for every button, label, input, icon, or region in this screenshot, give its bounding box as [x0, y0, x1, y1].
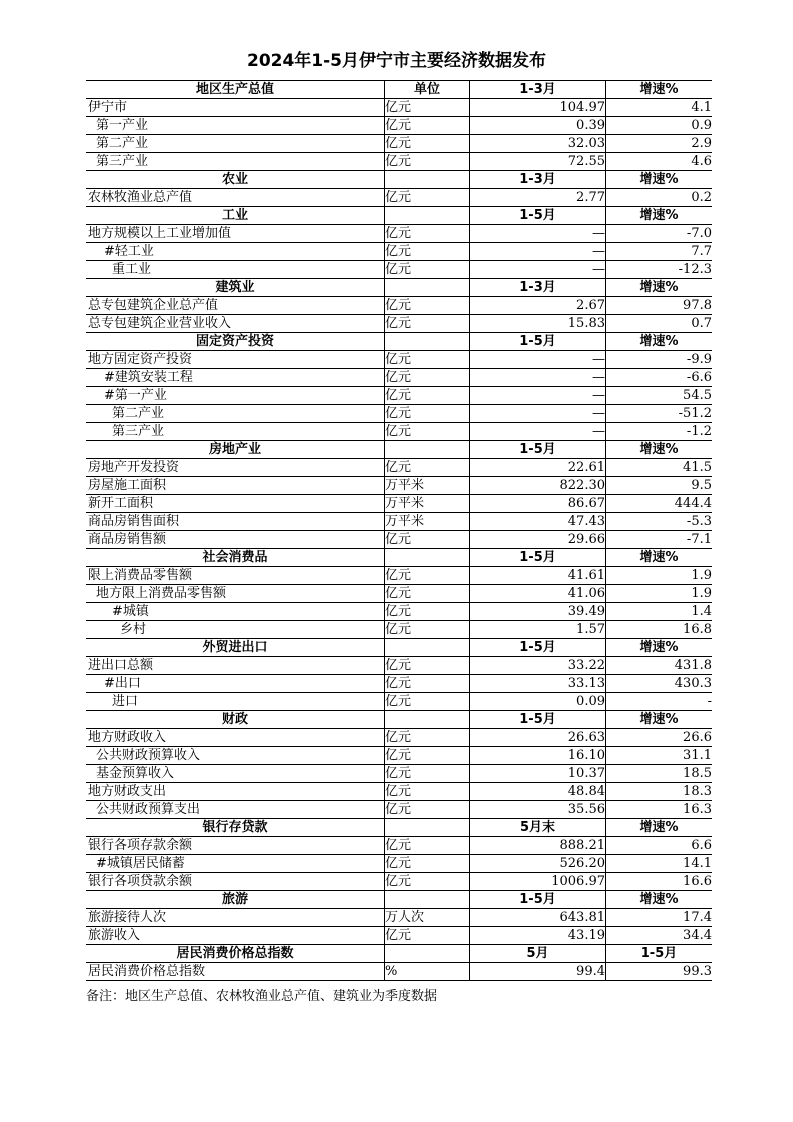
- section-header: [86, 207, 712, 225]
- indicator-label: 公共财政预算支出: [86, 801, 385, 819]
- unit-cell: 亿元: [385, 261, 470, 279]
- section-title: 旅游: [86, 891, 385, 909]
- table-row: [86, 747, 712, 765]
- rate-cell: 16.6: [606, 873, 713, 891]
- indicator-label: 重工业: [86, 261, 385, 279]
- value-cell: 41.06: [470, 585, 606, 603]
- indicator-label: 第二产业: [86, 405, 385, 423]
- table-row: [86, 477, 712, 495]
- value-cell: 2.67: [470, 297, 606, 315]
- value-cell: —: [470, 387, 606, 405]
- indicator-label: #城镇: [86, 603, 385, 621]
- rate-cell: 9.5: [606, 477, 713, 495]
- period-column-header: 1-5月: [470, 891, 606, 909]
- indicator-label: 地方固定资产投资: [86, 351, 385, 369]
- unit-cell: 亿元: [385, 135, 470, 153]
- value-cell: 32.03: [470, 135, 606, 153]
- value-cell: 33.13: [470, 675, 606, 693]
- indicator-label: 总专包建筑企业营业收入: [86, 315, 385, 333]
- period-column-header: 1-3月: [470, 81, 606, 99]
- table-row: [86, 675, 712, 693]
- rate-cell: 26.6: [606, 729, 713, 747]
- unit-cell: 亿元: [385, 783, 470, 801]
- unit-cell: 亿元: [385, 747, 470, 765]
- section-header: [86, 333, 712, 351]
- period-column-header: 1-3月: [470, 171, 606, 189]
- indicator-label: 限上消费品零售额: [86, 567, 385, 585]
- section-title: 居民消费价格总指数: [86, 945, 385, 963]
- unit-cell: 亿元: [385, 315, 470, 333]
- period-column-header: 1-5月: [470, 549, 606, 567]
- indicator-label: 银行各项贷款余额: [86, 873, 385, 891]
- unit-cell: 亿元: [385, 657, 470, 675]
- rate-cell: 1.9: [606, 567, 713, 585]
- indicator-label: 商品房销售面积: [86, 513, 385, 531]
- unit-cell: 亿元: [385, 423, 470, 441]
- indicator-label: 乡村: [86, 621, 385, 639]
- section-title: 外贸进出口: [86, 639, 385, 657]
- unit-cell: 亿元: [385, 531, 470, 549]
- table-row: [86, 873, 712, 891]
- table-row: [86, 801, 712, 819]
- table-row: [86, 513, 712, 531]
- section-header: [86, 81, 712, 99]
- period-column-header: 1-5月: [470, 441, 606, 459]
- table-row: [86, 405, 712, 423]
- unit-cell: 亿元: [385, 243, 470, 261]
- indicator-label: 地方财政支出: [86, 783, 385, 801]
- value-cell: 643.81: [470, 909, 606, 927]
- value-cell: 10.37: [470, 765, 606, 783]
- unit-cell: 万平米: [385, 495, 470, 513]
- indicator-label: 地方财政收入: [86, 729, 385, 747]
- period-column-header: 1-5月: [470, 333, 606, 351]
- value-cell: —: [470, 243, 606, 261]
- unit-column-header: [385, 333, 470, 351]
- indicator-label: #第一产业: [86, 387, 385, 405]
- section-title: 建筑业: [86, 279, 385, 297]
- rate-column-header: 增速%: [606, 819, 713, 837]
- rate-cell: 1.4: [606, 603, 713, 621]
- unit-cell: 亿元: [385, 603, 470, 621]
- period-column-header: 1-5月: [470, 639, 606, 657]
- value-cell: —: [470, 351, 606, 369]
- value-cell: 2.77: [470, 189, 606, 207]
- table-row: [86, 783, 712, 801]
- section-title: 房地产业: [86, 441, 385, 459]
- value-cell: —: [470, 369, 606, 387]
- indicator-label: 商品房销售额: [86, 531, 385, 549]
- indicator-label: 第三产业: [86, 423, 385, 441]
- rate-cell: 430.3: [606, 675, 713, 693]
- unit-cell: 亿元: [385, 99, 470, 117]
- unit-column-header: [385, 711, 470, 729]
- unit-cell: %: [385, 963, 470, 981]
- value-cell: 35.56: [470, 801, 606, 819]
- table-row: [86, 495, 712, 513]
- rate-cell: 16.8: [606, 621, 713, 639]
- unit-column-header: [385, 279, 470, 297]
- section-title: 地区生产总值: [86, 81, 385, 99]
- table-row: [86, 693, 712, 711]
- table-row: [86, 117, 712, 135]
- indicator-label: 旅游收入: [86, 927, 385, 945]
- table-row: [86, 765, 712, 783]
- unit-cell: 亿元: [385, 225, 470, 243]
- rate-cell: -7.0: [606, 225, 713, 243]
- section-header: [86, 891, 712, 909]
- section-title: 银行存贷款: [86, 819, 385, 837]
- indicator-label: #城镇居民储蓄: [86, 855, 385, 873]
- unit-cell: 亿元: [385, 387, 470, 405]
- section-header: [86, 819, 712, 837]
- value-cell: 15.83: [470, 315, 606, 333]
- table-row: [86, 225, 712, 243]
- unit-column-header: [385, 891, 470, 909]
- table-row: [86, 387, 712, 405]
- indicator-label: #建筑安装工程: [86, 369, 385, 387]
- unit-cell: 亿元: [385, 621, 470, 639]
- rate-cell: 0.9: [606, 117, 713, 135]
- rate-cell: 99.3: [606, 963, 713, 981]
- rate-cell: -12.3: [606, 261, 713, 279]
- rate-column-header: 增速%: [606, 207, 713, 225]
- rate-column-header: 1-5月: [606, 945, 713, 963]
- table-row: [86, 153, 712, 171]
- table-row: [86, 585, 712, 603]
- rate-cell: 431.8: [606, 657, 713, 675]
- unit-cell: 亿元: [385, 405, 470, 423]
- rate-column-header: 增速%: [606, 279, 713, 297]
- value-cell: 0.09: [470, 693, 606, 711]
- value-cell: —: [470, 405, 606, 423]
- rate-cell: 1.9: [606, 585, 713, 603]
- unit-column-header: [385, 441, 470, 459]
- value-cell: 43.19: [470, 927, 606, 945]
- unit-cell: 亿元: [385, 297, 470, 315]
- rate-column-header: 增速%: [606, 333, 713, 351]
- rate-column-header: 增速%: [606, 81, 713, 99]
- rate-cell: -1.2: [606, 423, 713, 441]
- indicator-label: 第二产业: [86, 135, 385, 153]
- table-row: [86, 297, 712, 315]
- rate-cell: 4.1: [606, 99, 713, 117]
- footnote: 备注：地区生产总值、农林牧渔业总产值、建筑业为季度数据: [86, 989, 438, 1004]
- unit-column-header: [385, 945, 470, 963]
- value-cell: 0.39: [470, 117, 606, 135]
- period-column-header: 1-5月: [470, 711, 606, 729]
- indicator-label: 进口: [86, 693, 385, 711]
- section-header: [86, 639, 712, 657]
- rate-cell: 4.6: [606, 153, 713, 171]
- section-title: 固定资产投资: [86, 333, 385, 351]
- value-cell: 104.97: [470, 99, 606, 117]
- value-cell: 1006.97: [470, 873, 606, 891]
- unit-cell: 亿元: [385, 675, 470, 693]
- section-title: 工业: [86, 207, 385, 225]
- unit-cell: 万平米: [385, 477, 470, 495]
- section-title: 农业: [86, 171, 385, 189]
- value-cell: 86.67: [470, 495, 606, 513]
- section-header: [86, 171, 712, 189]
- indicator-label: 总专包建筑企业总产值: [86, 297, 385, 315]
- rate-cell: 6.6: [606, 837, 713, 855]
- rate-cell: 7.7: [606, 243, 713, 261]
- rate-cell: -: [606, 693, 713, 711]
- indicator-label: 地方规模以上工业增加值: [86, 225, 385, 243]
- unit-column-header: [385, 207, 470, 225]
- rate-cell: 444.4: [606, 495, 713, 513]
- value-cell: 22.61: [470, 459, 606, 477]
- unit-column-header: [385, 819, 470, 837]
- unit-cell: 亿元: [385, 837, 470, 855]
- period-column-header: 1-5月: [470, 207, 606, 225]
- table-row: [86, 621, 712, 639]
- period-column-header: 1-3月: [470, 279, 606, 297]
- period-column-header: 5月末: [470, 819, 606, 837]
- indicator-label: 第一产业: [86, 117, 385, 135]
- indicator-label: 房地产开发投资: [86, 459, 385, 477]
- rate-column-header: 增速%: [606, 549, 713, 567]
- value-cell: 48.84: [470, 783, 606, 801]
- rate-column-header: 增速%: [606, 639, 713, 657]
- rate-cell: -5.3: [606, 513, 713, 531]
- section-title: 社会消费品: [86, 549, 385, 567]
- unit-column-header: [385, 639, 470, 657]
- table-row: [86, 261, 712, 279]
- unit-cell: 亿元: [385, 117, 470, 135]
- table-row: [86, 729, 712, 747]
- economic-data-table: [86, 80, 712, 981]
- rate-cell: 18.3: [606, 783, 713, 801]
- indicator-label: 基金预算收入: [86, 765, 385, 783]
- table-row: [86, 315, 712, 333]
- unit-cell: 万人次: [385, 909, 470, 927]
- value-cell: —: [470, 423, 606, 441]
- period-column-header: 5月: [470, 945, 606, 963]
- table-row: [86, 243, 712, 261]
- rate-cell: 0.7: [606, 315, 713, 333]
- unit-cell: 亿元: [385, 729, 470, 747]
- unit-cell: 万平米: [385, 513, 470, 531]
- value-cell: 33.22: [470, 657, 606, 675]
- unit-cell: 亿元: [385, 765, 470, 783]
- value-cell: 16.10: [470, 747, 606, 765]
- indicator-label: #轻工业: [86, 243, 385, 261]
- table-row: [86, 99, 712, 117]
- unit-cell: 亿元: [385, 567, 470, 585]
- indicator-label: #出口: [86, 675, 385, 693]
- value-cell: 41.61: [470, 567, 606, 585]
- unit-cell: 亿元: [385, 459, 470, 477]
- table-row: [86, 531, 712, 549]
- value-cell: 99.4: [470, 963, 606, 981]
- table-row: [86, 189, 712, 207]
- indicator-label: 农林牧渔业总产值: [86, 189, 385, 207]
- indicator-label: 进出口总额: [86, 657, 385, 675]
- value-cell: 526.20: [470, 855, 606, 873]
- table-row: [86, 423, 712, 441]
- value-cell: 26.63: [470, 729, 606, 747]
- value-cell: 47.43: [470, 513, 606, 531]
- rate-cell: -6.6: [606, 369, 713, 387]
- rate-column-header: 增速%: [606, 171, 713, 189]
- unit-cell: 亿元: [385, 369, 470, 387]
- rate-column-header: 增速%: [606, 441, 713, 459]
- rate-cell: 16.3: [606, 801, 713, 819]
- unit-cell: 亿元: [385, 873, 470, 891]
- rate-cell: 18.5: [606, 765, 713, 783]
- indicator-label: 房屋施工面积: [86, 477, 385, 495]
- rate-cell: 97.8: [606, 297, 713, 315]
- rate-cell: -7.1: [606, 531, 713, 549]
- rate-cell: 2.9: [606, 135, 713, 153]
- table-row: [86, 369, 712, 387]
- indicator-label: 伊宁市: [86, 99, 385, 117]
- indicator-label: 银行各项存款余额: [86, 837, 385, 855]
- section-header: [86, 441, 712, 459]
- value-cell: 29.66: [470, 531, 606, 549]
- table-row: [86, 855, 712, 873]
- table-row: [86, 351, 712, 369]
- value-cell: —: [470, 261, 606, 279]
- rate-cell: 54.5: [606, 387, 713, 405]
- page-title: 2024年1-5月伊宁市主要经济数据发布: [246, 51, 547, 71]
- unit-cell: 亿元: [385, 693, 470, 711]
- value-cell: 888.21: [470, 837, 606, 855]
- unit-cell: 亿元: [385, 927, 470, 945]
- rate-cell: 41.5: [606, 459, 713, 477]
- value-cell: 1.57: [470, 621, 606, 639]
- unit-cell: 亿元: [385, 189, 470, 207]
- table-row: [86, 963, 712, 981]
- section-title: 财政: [86, 711, 385, 729]
- section-header: [86, 945, 712, 963]
- table-row: [86, 603, 712, 621]
- indicator-label: 新开工面积: [86, 495, 385, 513]
- table-row: [86, 657, 712, 675]
- value-cell: 39.49: [470, 603, 606, 621]
- unit-cell: 亿元: [385, 855, 470, 873]
- rate-cell: -51.2: [606, 405, 713, 423]
- value-cell: —: [470, 225, 606, 243]
- rate-cell: 17.4: [606, 909, 713, 927]
- indicator-label: 第三产业: [86, 153, 385, 171]
- rate-column-header: 增速%: [606, 711, 713, 729]
- rate-column-header: 增速%: [606, 891, 713, 909]
- value-cell: 822.30: [470, 477, 606, 495]
- unit-column-header: [385, 549, 470, 567]
- rate-cell: -9.9: [606, 351, 713, 369]
- indicator-label: 旅游接待人次: [86, 909, 385, 927]
- rate-cell: 34.4: [606, 927, 713, 945]
- table-row: [86, 909, 712, 927]
- unit-cell: 亿元: [385, 351, 470, 369]
- unit-cell: 亿元: [385, 153, 470, 171]
- table-row: [86, 459, 712, 477]
- section-header: [86, 549, 712, 567]
- indicator-label: 地方限上消费品零售额: [86, 585, 385, 603]
- unit-column-header: [385, 171, 470, 189]
- rate-cell: 0.2: [606, 189, 713, 207]
- table-row: [86, 927, 712, 945]
- table-row: [86, 837, 712, 855]
- indicator-label: 公共财政预算收入: [86, 747, 385, 765]
- unit-cell: 亿元: [385, 801, 470, 819]
- table-row: [86, 567, 712, 585]
- unit-column-header: 单位: [385, 81, 470, 99]
- unit-cell: 亿元: [385, 585, 470, 603]
- section-header: [86, 711, 712, 729]
- rate-cell: 31.1: [606, 747, 713, 765]
- table-row: [86, 135, 712, 153]
- section-header: [86, 279, 712, 297]
- rate-cell: 14.1: [606, 855, 713, 873]
- indicator-label: 居民消费价格总指数: [86, 963, 385, 981]
- value-cell: 72.55: [470, 153, 606, 171]
